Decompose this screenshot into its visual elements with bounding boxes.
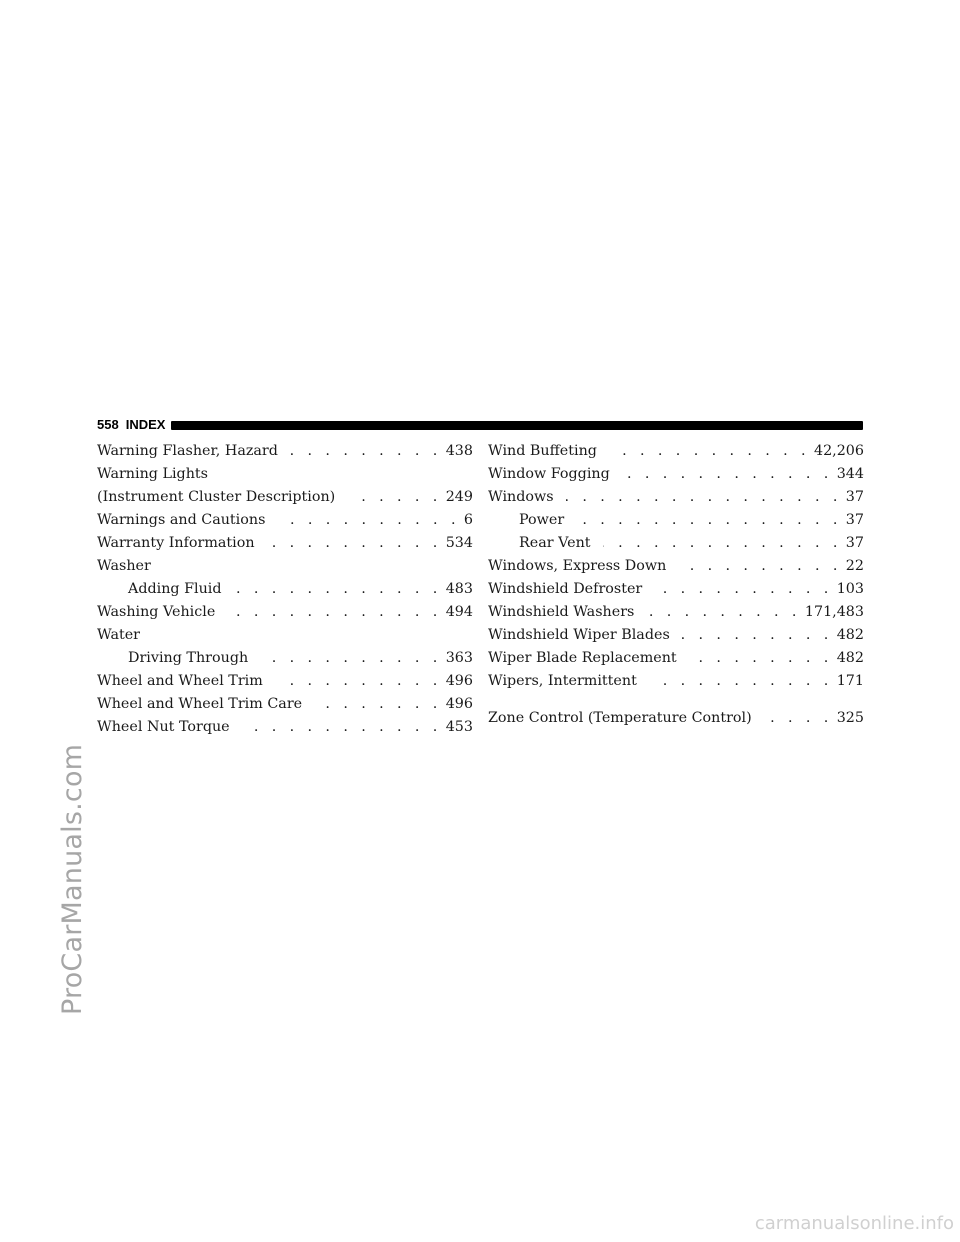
index-entry (488, 707, 864, 730)
index-entry-page: 22 (845, 558, 864, 574)
index-entry (97, 440, 473, 463)
index-entry-page: 42,206 (813, 443, 864, 459)
index-entry-page: 482 (836, 627, 864, 643)
index-entry-page: 37 (845, 535, 864, 551)
index-entry (97, 624, 473, 647)
index-entry (488, 555, 864, 578)
index-entry (488, 463, 864, 486)
index-subentry (97, 578, 473, 601)
index-entry-label: Wheel and Wheel Trim (97, 673, 263, 689)
index-entry-page: 453 (445, 719, 473, 735)
footer-watermark: carmanualsonline.info (754, 1213, 954, 1234)
dot-leader (576, 509, 842, 532)
dot-leader (267, 532, 442, 555)
index-entry (97, 509, 473, 532)
dot-leader (234, 578, 442, 601)
index-entry-label: Windows (488, 489, 554, 505)
index-entry (97, 693, 473, 716)
section-title: INDEX (125, 417, 166, 432)
index-entry (97, 532, 473, 555)
index-column-left (97, 440, 473, 739)
index-entry-page: 534 (445, 535, 473, 551)
index-entry (488, 647, 864, 670)
index-entry (488, 624, 864, 647)
index-entry-label: Water (97, 627, 141, 643)
index-entry (97, 601, 473, 624)
index-entry-page: 325 (836, 710, 864, 726)
index-entry-page: 171,483 (804, 604, 864, 620)
dot-leader (314, 693, 442, 716)
index-column-right (488, 440, 864, 730)
index-entry-page: 344 (836, 466, 864, 482)
index-entry (97, 716, 473, 739)
dot-leader (622, 463, 833, 486)
index-entry-label: Zone Control (Temperature Control) (488, 710, 752, 726)
dot-leader (646, 601, 800, 624)
index-entry-page: 494 (445, 604, 473, 620)
index-entry-page: 438 (445, 443, 473, 459)
dot-leader (689, 647, 833, 670)
index-entry (97, 463, 473, 486)
dot-leader (678, 555, 841, 578)
dot-leader (764, 707, 833, 730)
index-entry-label: Driving Through (128, 650, 249, 666)
index-entry-page: 249 (445, 489, 473, 505)
site-watermark: ProCarManuals.com (57, 743, 88, 1015)
index-entry-label: Windshield Wiper Blades (488, 627, 670, 643)
index-entry (97, 670, 473, 693)
dot-leader (290, 440, 442, 463)
index-entry-label: Warning Lights (97, 466, 209, 482)
index-subentry (488, 509, 864, 532)
index-entry-label: Washing Vehicle (97, 604, 216, 620)
index-entry-label: Wind Buffeting (488, 443, 597, 459)
index-entry (488, 486, 864, 509)
index-entry-label: Wheel Nut Torque (97, 719, 230, 735)
index-entry-page: 103 (836, 581, 864, 597)
index-entry-label: Window Fogging (488, 466, 610, 482)
dot-leader (682, 624, 833, 647)
index-entry-page: 171 (836, 673, 864, 689)
index-entry-label: Warranty Information (97, 535, 255, 551)
dot-leader (566, 486, 842, 509)
index-entry-page: 482 (836, 650, 864, 666)
index-entry-label: Wipers, Intermittent (488, 673, 637, 689)
index-entry-label: Adding Fluid (128, 581, 222, 597)
header-rule (171, 421, 863, 430)
index-entry-label: Windshield Defroster (488, 581, 643, 597)
index-entry (488, 440, 864, 463)
dot-leader (260, 647, 442, 670)
dot-leader (242, 716, 442, 739)
index-spacer (488, 693, 864, 707)
index-subentry (488, 532, 864, 555)
page-header (97, 416, 863, 434)
index-entry-label: Power (519, 512, 565, 528)
dot-leader (649, 670, 833, 693)
index-entry-label: Warning Flasher, Hazard (97, 443, 278, 459)
index-entry (488, 670, 864, 693)
index-entry-label: Wiper Blade Replacement (488, 650, 677, 666)
index-entry-page: 496 (445, 673, 473, 689)
index-entry-label: Windows, Express Down (488, 558, 667, 574)
index-entry-page: 363 (445, 650, 473, 666)
index-entry-page: 6 (463, 512, 473, 528)
index-entry (97, 555, 473, 578)
dot-leader (347, 486, 441, 509)
dot-leader (603, 532, 842, 555)
page-number: 558 (97, 417, 119, 432)
index-entry (97, 486, 473, 509)
index-entry-label: Warnings and Cautions (97, 512, 266, 528)
index-entry-page: 496 (445, 696, 473, 712)
index-subentry (97, 647, 473, 670)
index-entry-page: 37 (845, 512, 864, 528)
dot-leader (654, 578, 832, 601)
index-entry-page: 37 (845, 489, 864, 505)
index-entry-label: Washer (97, 558, 151, 574)
index-entry-label: (Instrument Cluster Description) (97, 489, 336, 505)
index-entry-label: Rear Vent (519, 535, 591, 551)
dot-leader (277, 509, 459, 532)
index-entry-page: 483 (445, 581, 473, 597)
index-entry-label: Windshield Washers (488, 604, 635, 620)
dot-leader (227, 601, 441, 624)
index-entry (488, 578, 864, 601)
dot-leader (609, 440, 810, 463)
index-entry-label: Wheel and Wheel Trim Care (97, 696, 303, 712)
dot-leader (275, 670, 442, 693)
index-entry (488, 601, 864, 624)
